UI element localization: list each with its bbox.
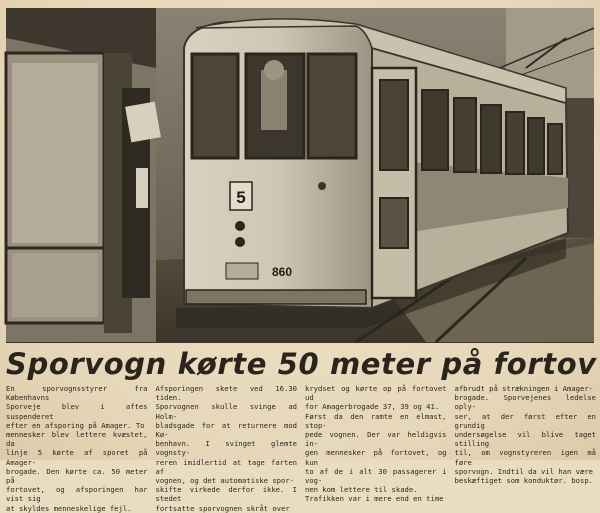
article-column-2 (155, 384, 298, 513)
column-text: afbrudt på strækningen i Amager- brogade. Sporvejenes ledelse oply- ser, at der først efter en grundig undersøgelse vil blive taget stilling til, om vognstyreren igen må føre sporvogn. Indtil da vil han være beskæftiget som konduktør. bosp. (454, 384, 596, 486)
article-column-1 (6, 384, 148, 513)
article-column-4 (454, 384, 597, 486)
column-text: Afsporingen skete ved 16.30 tiden. Sporvognen skulle svinge ad Holm- bladsgade for at returnere mod Kø- benhavn. I svinget glemte vognsty- reren imidlertid at tage farten af vognen, og det automatiske spor- skifte virkede derfor ikke. I stedet fortsatte sporvognen skråt over (155, 384, 297, 513)
column-text: En sporvognsstyrer fra Københavns Sporveje blev i aftes suspenderet efter en afsporing på Amager. To mennesker blev lettere kvæstet, da linje 5 kørte af sporet på Amager- brogade. Den kørte ca. 50 meter på fortovet, og afsporingen har vist sig at skyldes menneskelige fejl. (6, 384, 148, 513)
article-column-3 (305, 384, 447, 504)
column-text: krydset og kørte op på fortovet ud for Amagerbrogade 37, 39 og 41. Først da den ramte en elmast, stop- pede vognen. Der var heldigvis in- gen mennesker på fortovet, og kun to af de i alt 30 passagerer i vog- nen kom lettere til skade. Trafikken var i mere end en time (305, 384, 447, 504)
fleet-number: 860 (271, 265, 293, 279)
headline: Sporvogn kørte 50 meter på fortov (6, 347, 597, 381)
route-number: 5 (236, 188, 246, 207)
article-body (6, 384, 596, 513)
derailed-tram-photo (6, 8, 594, 343)
tram-photo-illustration (6, 8, 594, 342)
